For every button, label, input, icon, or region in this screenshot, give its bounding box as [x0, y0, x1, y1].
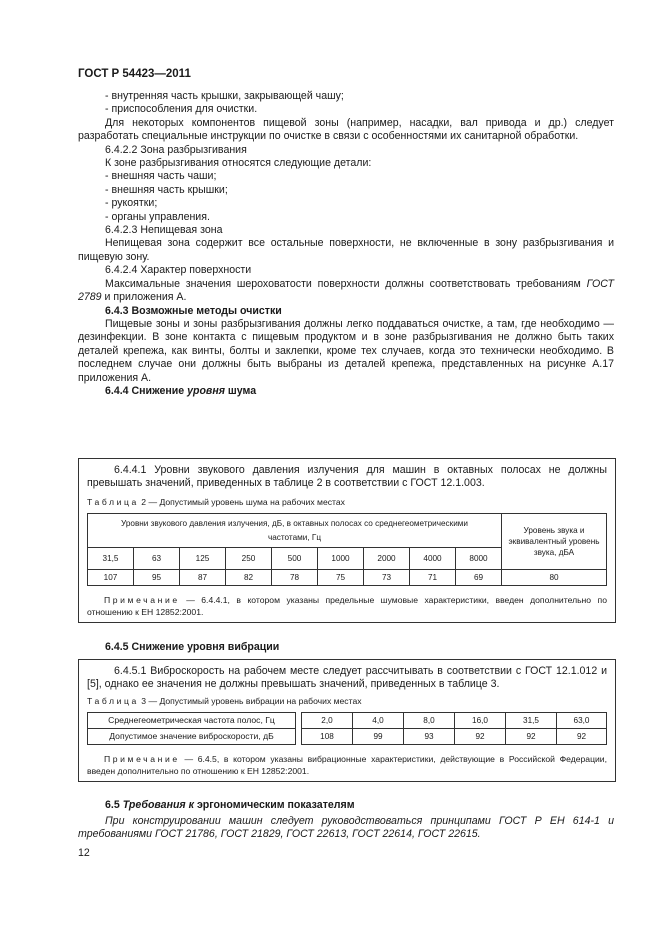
table-cell: 63 [134, 548, 180, 570]
heading-part: 6.4.4 Снижение [105, 384, 185, 397]
list-item: - приспособления для очистки. [105, 103, 258, 116]
paragraph-part: Максимальные значения шероховатости поверхности должны соответствовать требованиям [105, 277, 581, 290]
heading-part: шума [227, 384, 257, 397]
table-cell: 31,5 [506, 713, 557, 729]
table-cell: 93 [404, 729, 455, 745]
section-heading: 6.4.3 Возможные методы очистки [105, 304, 282, 317]
table-note [87, 753, 607, 777]
table-cell: 95 [134, 570, 180, 586]
page-header: ГОСТ Р 54423—2011 [78, 68, 191, 80]
body-text [78, 90, 614, 398]
subsection-title: 6.4.2.4 Характер поверхности [105, 264, 252, 277]
table-cell: 4,0 [353, 713, 404, 729]
paragraph [78, 278, 614, 305]
list-item: - внешняя часть крышки; [105, 183, 228, 196]
row-label: Среднегеометрическая частота полос, Гц [88, 713, 296, 729]
table-caption [87, 695, 607, 708]
table-cell: 87 [180, 570, 226, 586]
table-cell: 250 [226, 548, 272, 570]
standard-reference: ГОСТ 2789 [78, 277, 614, 304]
heading-part: эргономическим показателям [196, 799, 355, 811]
paragraph-part: и приложения А. [104, 291, 187, 304]
table-cell: 92 [506, 729, 557, 745]
table-cell: 16,0 [455, 713, 506, 729]
table-cell: 500 [272, 548, 318, 570]
table-cell: 69 [456, 570, 502, 586]
table-cell: 31,5 [88, 548, 134, 570]
list-item: - рукоятки; [105, 197, 158, 210]
table-cell: 2,0 [302, 713, 353, 729]
table-cell: 125 [180, 548, 226, 570]
values-row [88, 729, 607, 745]
paragraph: Непищевая зона содержит все остальные поверхности, не включенные в зону разбрызгивания и пищевую зону. [78, 237, 614, 263]
table-cell: 108 [302, 729, 353, 745]
paragraph: 6.4.5.1 Виброскорость на рабочем месте следует рассчитывать в соответствии с ГОСТ 12.1.012 и [5], однако ее значения не должны превышать значений, приведенных в таблице 3. [87, 665, 607, 691]
heading-part: уровня [187, 384, 225, 397]
paragraph: 6.4.4.1 Уровни звукового давления излучения для машин в октавных полосах не должны превышать значений, приведенных в таблице 2 в соответствии с ГОСТ 12.1.003. [87, 464, 607, 490]
table-cell: 75 [318, 570, 364, 586]
column-header: Уровни звукового давления излучения, дБ, в октавных полосах со среднегеометрическими частотами, Гц [88, 514, 502, 548]
page-number: 12 [78, 847, 90, 859]
noise-requirements-box [78, 458, 616, 623]
section-heading: 6.4.5 Снижение уровня вибрации [105, 641, 280, 653]
table-cell: 80 [502, 570, 607, 586]
table-caption [87, 496, 607, 509]
row-label: Допустимое значение виброскорости, дБ [88, 729, 296, 745]
table-cell: 73 [364, 570, 410, 586]
list-item: - внутренняя часть крышки, закрывающей чашу; [105, 90, 344, 102]
table-cell: 78 [272, 570, 318, 586]
vibration-requirements-box [78, 659, 616, 782]
caption-text: 3 — Допустимый уровень вибрации на рабочих местах [141, 695, 362, 706]
section-heading [105, 799, 355, 811]
table-cell: 8,0 [404, 713, 455, 729]
table-cell: 82 [226, 570, 272, 586]
note-text: — 6.4.4.1, в котором указаны предельные шумовые характеристики, введен дополнительно по отношению к ЕН 12852:2001. [87, 595, 607, 618]
section-heading [78, 385, 614, 398]
paragraph: К зоне разбрызгивания относятся следующие детали: [105, 157, 372, 170]
table-cell: 71 [410, 570, 456, 586]
subsection-title: 6.4.2.3 Непищевая зона [105, 224, 223, 237]
frequency-row [88, 713, 607, 729]
paragraph: При конструировании машин следует руководствоваться принципами ГОСТ Р ЕН 614-1 и требованиями ГОСТ 21786, ГОСТ 21829, ГОСТ 22613, ГОСТ 22614, ГОСТ 22615. [78, 815, 614, 841]
heading-part: Требования к [122, 799, 194, 811]
table-cell: 4000 [410, 548, 456, 570]
table-note [87, 594, 607, 618]
heading-part: 6.5 [105, 799, 120, 811]
note-label: Примечание [104, 754, 180, 765]
subsection-title: 6.4.2.2 Зона разбрызгивания [105, 143, 247, 156]
table-cell: 92 [557, 729, 607, 745]
values-row [88, 570, 607, 586]
note-label: Примечание [104, 595, 180, 606]
paragraph: Пищевые зоны и зоны разбрызгивания должны легко поддаваться очистке, а там, где необходимо — дезинфекции. В зоне контакта с пищевым продуктом и в зоне разбрызгивания не должно быть таких деталей крепежа, как винты, болты и заклепки, кроме тех случаев, когда это технически необходимо. В последнем случае они должны быть выбраны из деталей крепежа, представленных на рисунке А.17 приложения А. [78, 317, 614, 384]
paragraph: Для некоторых компонентов пищевой зоны (например, насадки, вал привода и др.) следует разработать специальные инструкции по очистке в связи с особенностями их санитарной обработки. [78, 116, 614, 143]
note-text: — 6.4.5, в котором указаны вибрационные характеристики, действующие в Российской Федерации, введен дополнительно по отношению к ЕН 12852:2001. [87, 754, 607, 777]
table-cell: 99 [353, 729, 404, 745]
caption-label: Таблица [87, 695, 139, 706]
table-cell: 92 [455, 729, 506, 745]
table-cell: 63,0 [557, 713, 607, 729]
table-cell: 2000 [364, 548, 410, 570]
noise-table [87, 513, 607, 586]
table-cell: 1000 [318, 548, 364, 570]
column-header: Уровень звука и эквивалентный уровень звука, дБА [502, 514, 607, 570]
caption-text: 2 — Допустимый уровень шума на рабочих местах [141, 496, 345, 507]
vibration-table [87, 712, 607, 745]
list-item: - органы управления. [105, 210, 210, 223]
list-item: - внешняя часть чаши; [105, 170, 217, 183]
table-cell: 8000 [456, 548, 502, 570]
table-cell: 107 [88, 570, 134, 586]
caption-label: Таблица [87, 496, 139, 507]
